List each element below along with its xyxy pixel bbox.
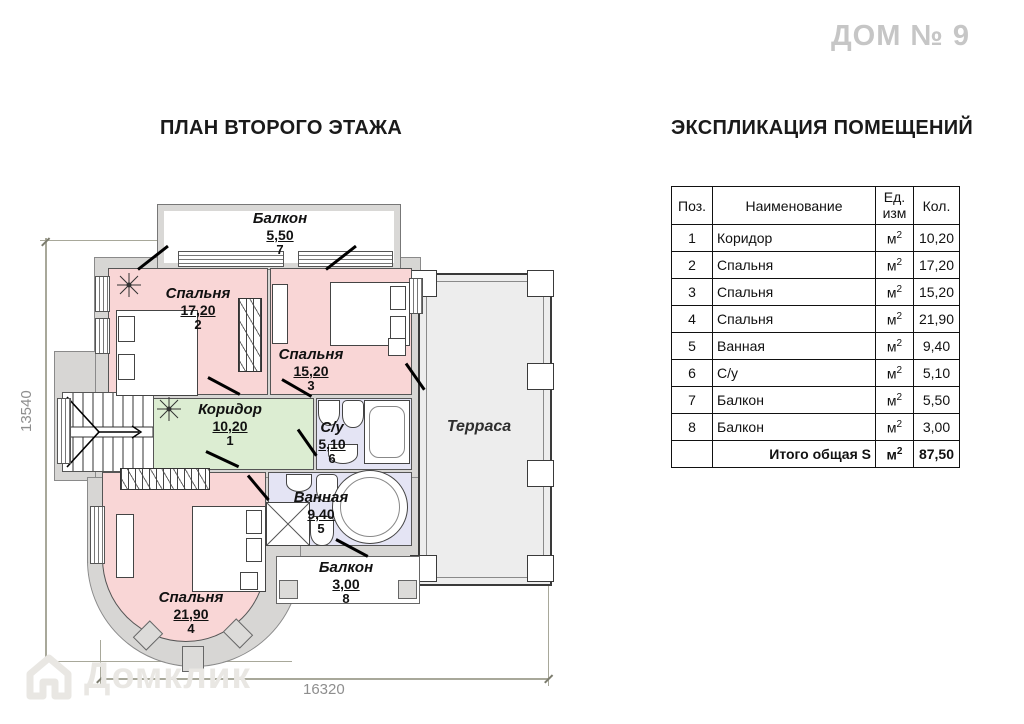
chandelier-icon <box>156 396 182 422</box>
window <box>95 318 110 354</box>
explication-table <box>671 186 960 468</box>
table-total-row: Итого общая S $м^2$ 87,50 <box>672 441 960 468</box>
table-row: 5 Ванная $м^2$ 9,40 <box>672 333 960 360</box>
house-number-title: ДОМ № 9 <box>831 20 970 52</box>
table-header-row <box>672 187 960 225</box>
bed-pillow <box>246 510 262 534</box>
header-qty: Кол. <box>914 187 960 225</box>
chandelier-icon <box>116 272 142 298</box>
table-row: 7 Балкон $м^2$ 5,50 <box>672 387 960 414</box>
bed-pillow <box>390 316 406 340</box>
dimension-extension-top <box>40 240 158 241</box>
total-qty: 87,50 <box>914 441 960 468</box>
balcony-post <box>398 580 417 599</box>
terrace-column <box>527 460 554 487</box>
window <box>95 276 110 312</box>
table-row: 8 Балкон $м^2$ 3,00 <box>672 414 960 441</box>
label-bedroom-2: Спальня 17,20 2 <box>165 285 231 333</box>
table-row: 2 Спальня $м^2$ 17,20 <box>672 252 960 279</box>
table-row: 1 Коридор $м^2$ 10,20 <box>672 225 960 252</box>
wardrobe <box>120 468 210 490</box>
explication-title: ЭКСПЛИКАЦИЯ ПОМЕЩЕНИЙ <box>671 117 974 139</box>
label-terrace: Терраса <box>446 418 512 435</box>
bathtub-inner <box>369 406 405 458</box>
label-corridor: Коридор 10,20 1 <box>198 401 262 449</box>
table-row: 3 Спальня $м^2$ 15,20 <box>672 279 960 306</box>
bed-pillow <box>118 354 135 380</box>
table-row: 6 С/у $м^2$ 5,10 <box>672 360 960 387</box>
dimension-width-label: 16320 <box>303 681 345 698</box>
bed-pillow <box>390 286 406 310</box>
label-balcony-8: Балкон 3,00 8 <box>318 559 374 607</box>
total-label: Итого общая S <box>713 441 876 468</box>
header-unit: Ед. изм <box>876 187 914 225</box>
vent-icon <box>240 572 258 590</box>
label-bedroom-4: Спальня 21,90 4 <box>158 589 224 637</box>
corner-bathtub-inner <box>340 477 400 537</box>
watermark <box>22 650 251 702</box>
label-bedroom-3: Спальня 15,20 3 <box>278 346 344 394</box>
terrace-column <box>527 555 554 582</box>
watermark-text: Домклик <box>84 655 252 696</box>
bed-pillow <box>118 316 135 342</box>
staircase-drawing <box>63 393 153 471</box>
balcony-post <box>279 580 298 599</box>
label-balcony-7: Балкон 5,50 7 <box>252 210 308 258</box>
window <box>90 506 105 564</box>
window <box>409 278 423 314</box>
header-pos: Поз. <box>672 187 713 225</box>
staircase <box>62 392 154 472</box>
dresser <box>116 514 134 578</box>
dimension-line-vertical <box>45 238 47 662</box>
header-name: Наименование <box>713 187 876 225</box>
bed-pillow <box>246 538 262 562</box>
watermark-house-icon <box>22 650 76 702</box>
dimension-height-label: 13540 <box>18 390 35 432</box>
plan-title: ПЛАН ВТОРОГО ЭТАЖА <box>160 117 403 139</box>
terrace-column <box>527 363 554 390</box>
wardrobe <box>238 298 262 372</box>
table-row: 4 Спальня $м^2$ 21,90 <box>672 306 960 333</box>
cabinet <box>272 284 288 344</box>
window <box>57 398 71 464</box>
dimension-extension-right <box>548 582 549 686</box>
vent-icon <box>388 338 406 356</box>
label-bathroom: Ванная 9,40 5 <box>293 489 349 537</box>
terrace-column <box>527 270 554 297</box>
label-su: С/у 5,10 6 <box>318 419 346 467</box>
